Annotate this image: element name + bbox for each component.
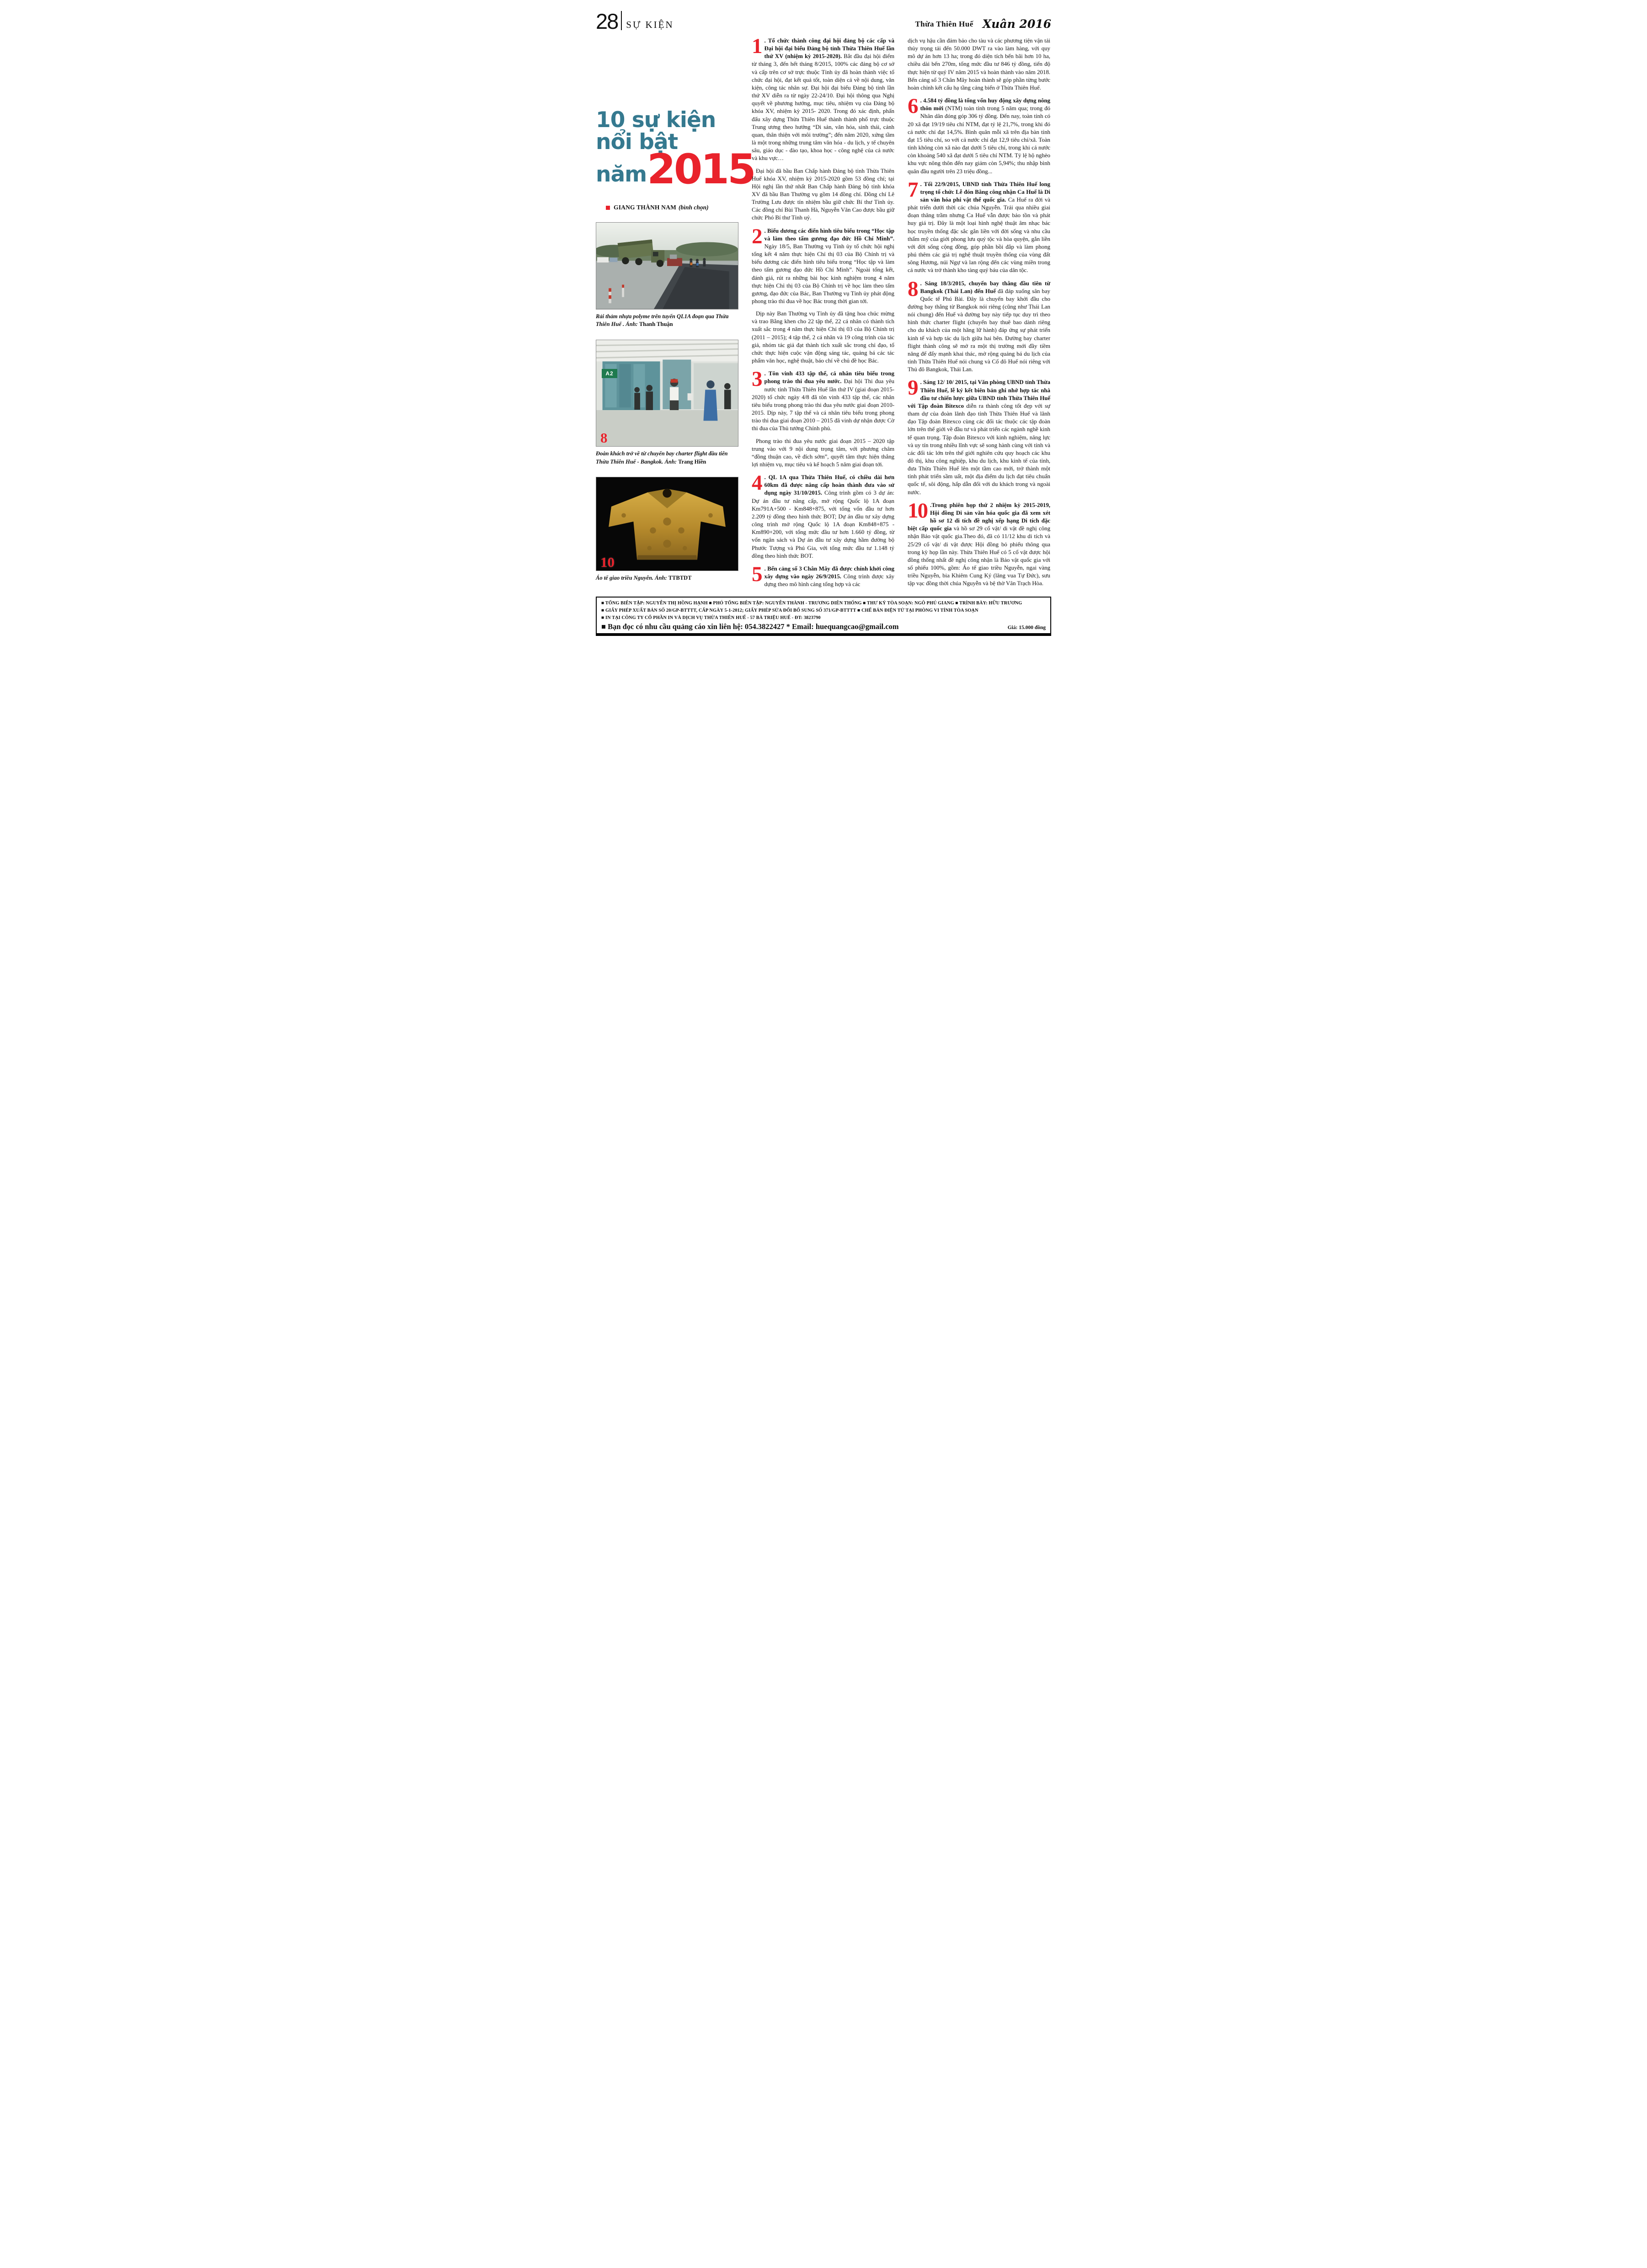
price-label: Giá: 15.000 đồng xyxy=(1007,625,1046,631)
event-number-badge: 8 xyxy=(600,430,608,446)
article-event-5 xyxy=(752,562,895,588)
article-event-4 xyxy=(752,471,894,560)
article-number: 2 xyxy=(752,224,762,248)
article-text: Ca Huế ra đời và phát triển dưới thời các chúa Nguyễn. Trải qua nhiều giai đoạn thăng trầm nhưng Ca Huế vẫn được bảo tồn và phát huy giá trị. Đây là một loại hình nghệ thuật âm nhạc bác học truyền thống đặc sắc gắn liền với đời sống và nhu cầu thẩm mỹ của giới phong lưu quý tộc và hòa quyện, gắn liền với đời sống cộng đồng, góp phần bồi đắp và làm phong phú thêm các giá trị nghệ thuật truyền thống của vùng đất sông Hương, núi Ngự và lan rộng đến các vùng miền trong cả nước và trở thành kho tàng quý báu của dân tộc. xyxy=(908,196,1050,274)
article-number: 4 xyxy=(752,471,762,495)
article-lead: . Tối 22/9/2015, UBND tỉnh Thừa Thiên Huế long trọng tổ chức Lễ đón Bằng công nhận Ca Huế là Di sản văn hóa phi vật thể quốc gia. xyxy=(920,181,1050,203)
advertising-contact: ■ Bạn đọc có nhu cầu quảng cáo xin liên hệ: 054.3822427 * Email: huequangcao@gmail.com xyxy=(601,622,899,631)
article-lead: . Biểu dương các điển hình tiêu biểu trong “Học tập và làm theo tấm gương đạo đức Hồ Chí Minh”. xyxy=(764,227,894,242)
caption-credit-label: Ảnh: xyxy=(655,574,667,581)
photo-royal-robe xyxy=(596,477,738,571)
article-text: Công trình gồm có 3 dự án: Dự án đầu tư nâng cấp, mở rộng Quốc lộ 1A đoạn Km791A+500 - Km848+875, với tổng vốn đầu tư hơn 2.209 tỷ đồng theo hình thức BOT; Dự án đầu tư xây dựng công trình mở rộng Quốc lộ 1A đoạn Km848+875 - Km890+200, với tổng mức đầu tư hơn 1.660 tỷ đồng, từ vốn ngân sách và Dự án đầu tư xây dựng hầm đường bộ Phước Tượng và Phú Gia, với tổng mức đầu tư 1.148 tỷ đồng theo hình thức BOT. xyxy=(752,490,894,559)
article-event-10 xyxy=(908,498,1051,588)
headline-year: 2015 xyxy=(647,145,754,193)
headline-line-2: nổi bật xyxy=(596,129,678,155)
caption-credit-label: Ảnh: xyxy=(626,321,638,328)
article-text: Ngày 18/5, Ban Thường vụ Tỉnh ủy tổ chức hội nghị tổng kết 4 năm thực hiện Chỉ thị 03 của Bộ Chính trị và biểu dương các điển hình tiêu biểu trong “Học tập và làm theo tấm gương đạo đức Hồ Chí Minh”. Ngoài tổng kết, đánh giá, rút ra những bài học kinh nghiệm trong 4 năm thực hiện Chỉ thị 03 của Bộ Chính trị về học làm theo tấm gương, đạo đức của Bác, Ban Thường vụ Tỉnh ủy phát động phong trào thi đua về học Bác trong thời gian tới. xyxy=(752,243,894,304)
figure-royal-robe xyxy=(596,477,738,582)
photo-airport-charter-flight xyxy=(596,340,738,447)
caption-credit: Thanh Thuận xyxy=(639,321,673,328)
red-square-bullet-icon xyxy=(606,206,610,210)
page-number: 28 xyxy=(596,9,618,34)
article-event-7 xyxy=(908,177,1050,275)
article-text: diễn ra thành công tốt đẹp với sự tham dự của đoàn lãnh đạo tỉnh Thừa Thiên Huế và lãnh đạo Tập đoàn Bitexco cùng các đối tác thuộc các tập đoàn lớn trên thế giới về đầu tư và phát triển các ngành nghề kinh tế quan trọng. Tập đoàn Bitexco với kinh nghiệm, năng lực và uy tín trong nhiều lĩnh vực sẽ song hành cùng với tỉnh và các đối tác lớn trên thế giới nghiên cứu quy hoạch các khu đô thị, khu công nghiệp, khu du lịch, khu kinh tế của tỉnh, đưa Thừa Thiên Huế lên một tầm cao mới, trở thành một tỉnh phát triển sầm uất, một địa điểm du lịch đạt tiêu chuẩn quốc tế, sôi động, hấp dẫn đối với du khách trong và ngoài nước. xyxy=(908,402,1050,496)
article-lead: . Sáng 12/ 10/ 2015, tại Văn phòng UBND tỉnh Thừa Thiên Huế, lễ ký kết biên bản ghi nhớ hợp tác nhà đầu tư chiến lược giữa UBND tỉnh Thừa Thiên Huế với Tập đoàn Bitexco xyxy=(908,379,1050,409)
article-lead: . QL 1A qua Thừa Thiên Huế, có chiều dài hơn 60km đã được nâng cấp hoàn thành đưa vào sử dụng ngày 31/10/2015. xyxy=(764,474,894,496)
caption-credit-label: Ảnh: xyxy=(664,458,677,465)
article-event-9 xyxy=(908,376,1050,496)
page-header xyxy=(596,9,1051,34)
byline-note: (bình chọn) xyxy=(679,204,709,211)
article-event-1 xyxy=(752,34,894,222)
article-paragraph: Phong trào thi đua yêu nước giai đoạn 2015 – 2020 tập trung vào với 9 nội dung trọng tâm, với phương châm “đồng thuận cao, về đích sớm”, quyết tâm thực hiện thắng lợi nhiệm vụ, mục tiêu và kế hoạch 5 năm giai đoạn tới. xyxy=(752,438,894,468)
left-column xyxy=(596,37,754,588)
photo-caption xyxy=(596,313,738,329)
section-title: SỰ KIỆN xyxy=(626,19,674,30)
figure-road-paving xyxy=(596,222,738,329)
event-number-badge: 10 xyxy=(600,554,615,570)
caption-credit: Trang Hiền xyxy=(678,458,706,465)
article-lead: . Sáng 18/3/2015, chuyến bay thẳng đầu tiên từ Bangkok (Thái Lan) đến Huế xyxy=(920,280,1050,294)
article-text: Bắt đầu đại hội điểm từ tháng 3, đến hết tháng 8/2015, 100% các đảng bộ cơ sở và cấp trên cơ sở trực thuộc Tỉnh ủy đã hoàn thành việc tổ chức đại hội, đạt kết quả tốt, toàn diện cả về nội dung, văn kiện, công tác nhân sự. Đại hội đại biểu Đảng bộ tỉnh lần thứ XV diễn ra từ ngày 22-24/10. Đại hội thông qua Nghị quyết về phương hướng, mục tiêu, nhiệm vụ của Đảng bộ khóa XV, nhiệm kỳ 2015- 2020. Trong đó xác định, phấn đấu xây dựng Thừa Thiên Huế thành thành phố trực thuộc Trung ương theo hướng “Di sản, văn hóa, sinh thái, cảnh quan, thân thiện với môi trường”; đến năm 2020, xứng tầm là một trong những trung tâm văn hóa - du lịch, y tế chuyên sâu, giáo dục - đào tạo, khoa học - công nghệ của cả nước và khu vực… xyxy=(752,53,894,162)
main-headline xyxy=(596,107,754,193)
caption-text: Đoàn khách trở về từ chuyến bay charter flight đầu tiên Thừa Thiên Huế - Bangkok. xyxy=(596,450,728,465)
caption-text: Rải thảm nhựa polyme trên tuyến QL1A đoạn qua Thừa Thiên Huế . xyxy=(596,313,729,328)
photo-road-paving xyxy=(596,222,738,310)
article-paragraph: Đại hội đã bầu Ban Chấp hành Đảng bộ tỉnh Thừa Thiên Huế khóa XV, nhiệm kỳ 2015-2020 gồm 53 đồng chí; tại Hội nghị lần thứ nhất Ban Chấp hành Đảng bộ tỉnh khóa XV đã bầu Ban Thường vụ gồm 14 đồng chí. Đồng chí Lê Trường Lưu được tín nhiệm bầu giữ chức Bí thư Tỉnh ủy. Các đồng chí Bùi Thanh Hà, Nguyễn Văn Cao được bầu giữ chức Phó Bí thư Tỉnh uỷ. xyxy=(752,167,894,221)
edition-title: Xuân 2016 xyxy=(982,17,1051,31)
newspaper-page xyxy=(563,0,1084,722)
imprint-footer xyxy=(596,597,1051,635)
caption-text: Áo tế giao triều Nguyễn. xyxy=(596,574,654,581)
article-lead: . Tổ chức thành công đại hội đảng bộ các cấp và Đại hội đại biểu Đảng bộ tỉnh Thừa Thiên Huế lần thứ XV (nhiệm kỳ 2015-2020). xyxy=(764,37,894,60)
article-number: 7 xyxy=(908,177,918,202)
article-number: 10 xyxy=(908,498,927,523)
article-number: 1 xyxy=(752,34,762,58)
article-text: (NTM) toàn tỉnh trong 5 năm qua; trong đó Nhân dân đóng góp 306 tỷ đồng. Đến nay, toàn tỉnh có 20 xã đạt 19/19 tiêu chí NTM, đạt tỷ lệ 21,7%, trong khi đó cả nước chỉ đạt 14,5%. Bình quân mỗi xã trên địa bàn tỉnh đạt 15 tiêu chí, so với cả nước chỉ đạt 12,9 tiêu chí/xã. Toàn tỉnh không còn xã nào đạt dưới 5 tiêu chí, trong khi cả nước còn khoảng 540 xã đạt dưới 5 tiêu chí NTM. Tỷ lệ hộ nghèo khu vực nông thôn đến nay giảm còn 5,94%; thu nhập bình quân đầu người trên 23 triệu đồng... xyxy=(908,105,1051,175)
article-text: Công trình được xây dựng theo mô hình cảng tổng hợp và các xyxy=(764,573,895,588)
airport-illustration xyxy=(596,340,738,447)
royal-robe-illustration xyxy=(596,477,738,570)
header-divider xyxy=(621,11,622,30)
headline-line-1: 10 sự kiện xyxy=(596,107,716,133)
road-paving-illustration xyxy=(596,223,738,309)
byline-author: GIANG THÀNH NAM xyxy=(614,204,677,211)
imprint-printing-line: ■ IN TẠI CÔNG TY CỔ PHẦN IN VÀ DỊCH VỤ THỪA THIÊN HUẾ - 57 BÀ TRIỆU HUẾ - ĐT: 3823790 xyxy=(601,615,821,621)
page-header-right xyxy=(915,17,1051,31)
gate-sign-a2: A2 xyxy=(602,369,617,378)
figure-charter-flight xyxy=(596,340,738,466)
article-number: 6 xyxy=(908,94,918,118)
article-number: 3 xyxy=(752,367,762,391)
article-number: 5 xyxy=(752,562,762,586)
caption-credit: TTBTDT xyxy=(668,574,692,581)
photo-caption xyxy=(596,450,738,466)
article-lead: . Tôn vinh 433 tập thể, cá nhân tiêu biểu trong phong trào thi đua yêu nước. xyxy=(764,370,894,385)
main-columns xyxy=(596,34,1051,588)
article-lead: .Trong phiên họp thứ 2 nhiệm kỳ 2015-2019, Hội đồng Di sản văn hóa quốc gia đã xem xét hồ sơ 12 di tích đề nghị xếp hạng Di tích đặc biệt cấp quốc gia xyxy=(908,502,1050,532)
article-text: đã đáp xuống sân bay Quốc tế Phú Bài. Đây là chuyến bay khởi đầu cho đường bay thẳng từ Bangkok nói riêng (cũng như Thái Lan nói chung) đến Huế và đường bay này tiếp tục duy trì theo hình thức charter flight (chuyến bay thuê bao dành riêng cho du khách của một hãng lữ hành) đáp ứng sự phát triển kinh tế và hợp tác du lịch giữa hai bên. Đường bay charter flight thành công sẽ mở ra một thị trường mới đầy tiềm năng để đẩy mạnh khai thác, mở rộng quảng bá du lịch của tỉnh Thừa Thiên Huế nói chung và Cố đô Huế nói riêng với Thủ đô Bangkok, Thái Lan. xyxy=(908,288,1050,373)
article-text: Đại hội Thi đua yêu nước tỉnh Thừa Thiên Huế lần thứ IV (giai đoạn 2015-2020) tổ chức ngày 4/8 đã tôn vinh 433 tập thể, các nhân tiêu biểu trong phong trào thi đua yêu nước giai đoạn 2010-2015. Dịp này, 7 tập thể và cá nhân tiêu biểu trong phong trào thi đua giai đoạn 2010 – 2015 đã vinh dự nhận được Cờ thi đua của Thủ tướng Chính phủ. xyxy=(752,378,894,432)
article-paragraph: Dịp này Ban Thường vụ Tỉnh ủy đã tặng hoa chúc mừng và trao Bằng khen cho 22 tập thể, 22 cá nhân có thành tích xuất sắc trong 4 năm thực hiện Chỉ thị 03 của Bộ Chính trị (2011 – 2015); 4 tập thể, 2 cá nhân và 19 công trình của tác giả, nhóm tác giả đạt thành tích xuất sắc trong chỉ đạo, tổ chức thực hiện cuộc vận động sáng tác, quảng bá các tác phẩm văn học, nghệ thuật, báo chí về chủ đề học Bác. xyxy=(752,310,894,364)
imprint-editors-line: ■ TỔNG BIÊN TẬP: NGUYỄN THỊ HỒNG HẠNH ■ PHÓ TỔNG BIÊN TẬP: NGUYỄN THÀNH - TRƯƠNG DIÊN THỐNG ■ THƯ KÝ TÒA SOẠN: NGÔ PHÚ GIANG ■ TRÌNH BÀY: HỮU TRƯƠNG xyxy=(601,601,1022,606)
byline xyxy=(596,204,738,211)
article-text: và hồ sơ 29 cổ vật/ di vật đề nghị công nhận Bảo vật quốc gia.Theo đó, đã có 11/12 khu di tích và 25/29 cổ vật/ di vật được Hội đồng bỏ phiếu thông qua trong kỳ họp lần này. Thừa Thiên Huế có 5 cổ vật được hội đồng thống nhất đề nghị công nhận là Bảo vật quốc gia với số phiếu 100%, gồm: Áo tế giao triều Nguyễn, ngai vàng triều Nguyễn, bia Khiêm Cung Ký (lăng vua Tự Đức), sưu tập vạc đồng thời chúa Nguyễn và bệ thờ Vân Trạch Hòa. xyxy=(908,525,1051,587)
article-number: 8 xyxy=(908,277,918,301)
page-header-left xyxy=(596,9,674,34)
photo-caption xyxy=(596,574,738,582)
article-lead: . 4.584 tỷ đồng là tổng vốn huy động xây dựng nông thôn mới xyxy=(920,97,1050,112)
middle-column xyxy=(752,34,895,588)
article-event-5-continuation: dịch vụ hậu cần đảm bảo cho tàu và các phương tiện vận tải thủy trọng tải đến 50.000 DWT ra vào làm hàng, với quy mô dự án hơn 13 ha; trong đó diện tích bến bãi hơn 10 ha, chiều dài bến 270m, tổng mức đầu tư 846 tỷ đồng, tiến độ thực hiện từ quý IV năm 2015 và hoàn thành vào năm 2018. Bến cảng số 3 Chân Mây hoàn thành sẽ góp phần từng bước hoàn chỉnh kết cấu hạ tầng cảng biển ở Thừa Thiên Huế. xyxy=(908,37,1050,91)
masthead-title: Thừa Thiên Huế xyxy=(915,20,973,28)
right-column xyxy=(908,37,1050,588)
imprint-contact-row xyxy=(601,622,1046,632)
article-number: 9 xyxy=(908,376,918,400)
article-event-2 xyxy=(752,224,894,365)
article-event-3 xyxy=(752,367,894,469)
article-event-6 xyxy=(908,94,1051,176)
imprint-license-line: ■ GIẤY PHÉP XUẤT BẢN SỐ 20/GP-BTTTT, CẤP NGÀY 5-1-2012; GIẤY PHÉP SỬA ĐỔI BỔ SUNG SỐ 371/GP-BTTTT ■ CHẾ BẢN ĐIỆN TỬ TẠI PHÒNG VI TÍNH TÒA SOẠN xyxy=(601,608,979,614)
article-event-8 xyxy=(908,277,1050,374)
article-lead: . Bến cảng số 3 Chân Mây đã được chính khởi công xây dựng vào ngày 26/9/2015. xyxy=(764,565,894,580)
headline-line-3 xyxy=(596,145,754,193)
headline-word-nam: năm xyxy=(596,161,647,187)
